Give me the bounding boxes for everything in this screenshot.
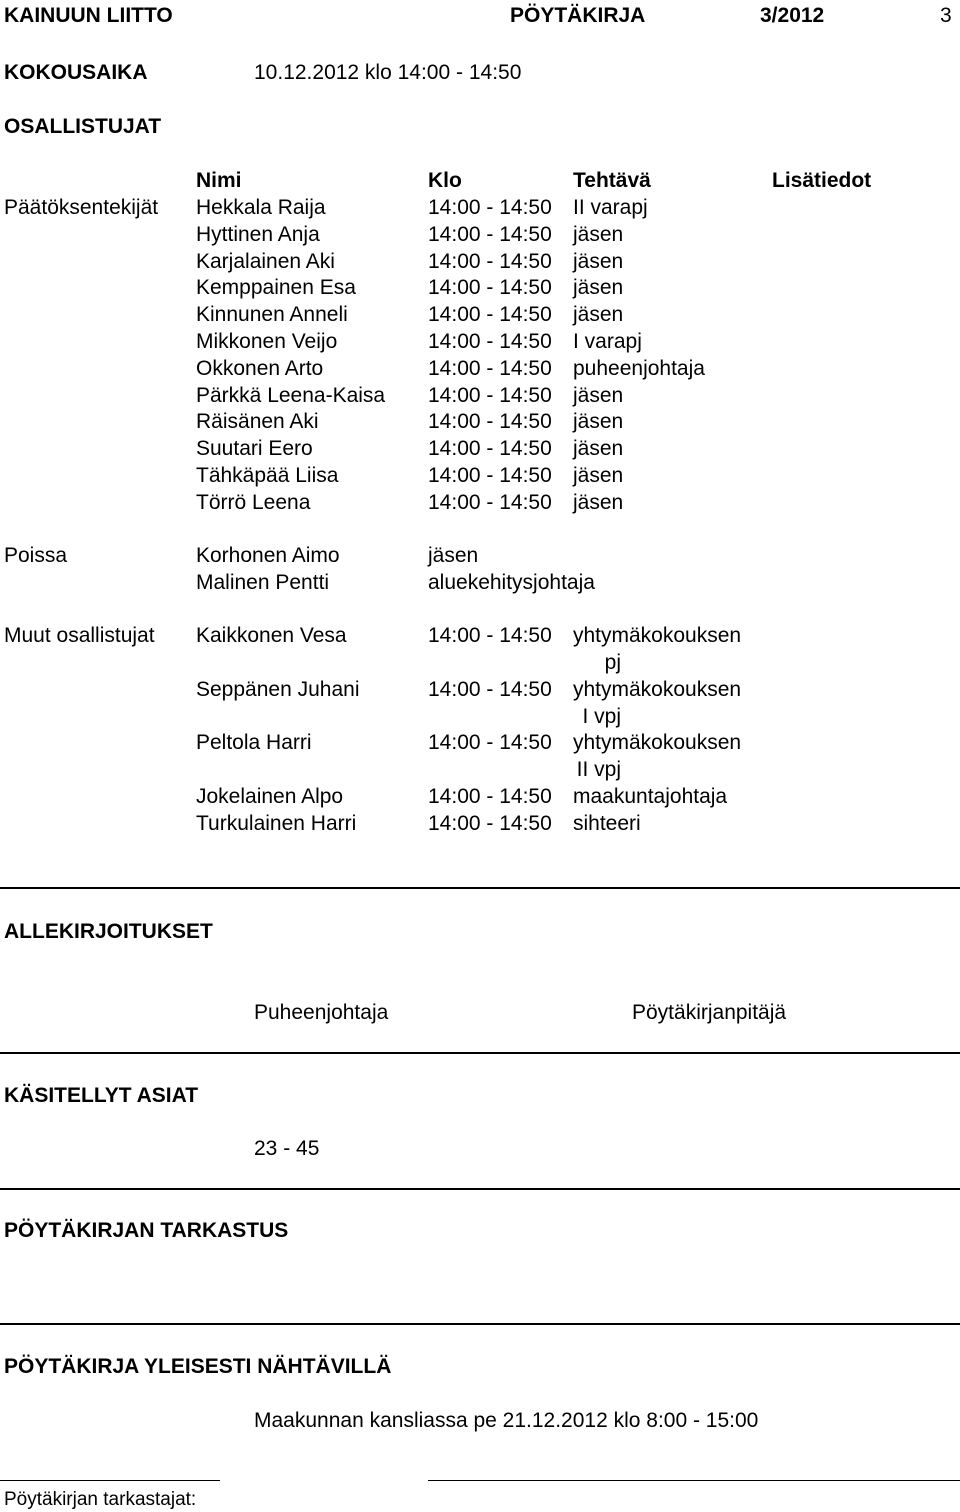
participant-name: Karjalainen Aki bbox=[196, 249, 335, 273]
others-label: Muut osallistujat bbox=[4, 624, 155, 647]
section-divider bbox=[0, 887, 960, 889]
participant-time: 14:00 - 14:50 bbox=[428, 437, 552, 461]
participant-time: 14:00 - 14:50 bbox=[428, 196, 552, 219]
other-participant-role: yhtymäkokouksen bbox=[573, 731, 742, 754]
participant-time: 14:00 - 14:50 bbox=[428, 222, 552, 246]
participant-role: I varapj bbox=[573, 330, 642, 353]
signature-secretary-label: Pöytäkirjanpitäjä bbox=[632, 1001, 787, 1024]
reviewers-label: Pöytäkirjan tarkastajat: bbox=[4, 1489, 197, 1510]
participant-time: 14:00 - 14:50 bbox=[428, 330, 552, 353]
other-participant-name: Jokelainen Alpo bbox=[196, 785, 344, 808]
signature-line bbox=[0, 1480, 220, 1481]
participant-name: Hyttinen Anja bbox=[196, 222, 320, 246]
column-header-time: Klo bbox=[428, 169, 462, 192]
participant-name: Okkonen Arto bbox=[196, 356, 324, 380]
participant-time: 14:00 - 14:50 bbox=[428, 276, 552, 300]
page-number: 3 bbox=[940, 4, 952, 27]
participant-name: Pärkkä Leena-Kaisa bbox=[196, 383, 386, 407]
participant-role: jäsen bbox=[573, 249, 624, 273]
decision-makers-label: Päätöksentekijät bbox=[4, 196, 159, 219]
other-participant-time: 14:00 - 14:50 bbox=[428, 731, 552, 754]
participant-role: jäsen bbox=[573, 490, 624, 514]
participant-role: jäsen bbox=[573, 276, 624, 300]
section-divider bbox=[0, 1052, 960, 1054]
participant-time: 14:00 - 14:50 bbox=[428, 356, 552, 380]
items-value: 23 - 45 bbox=[254, 1137, 320, 1160]
participant-role: jäsen bbox=[573, 410, 624, 434]
other-participant-role: yhtymäkokouksen bbox=[573, 624, 742, 647]
section-divider bbox=[0, 1323, 960, 1325]
participant-name: Räisänen Aki bbox=[196, 410, 319, 434]
other-participant-time: 14:00 - 14:50 bbox=[428, 678, 552, 701]
participant-time: 14:00 - 14:50 bbox=[428, 490, 552, 514]
participant-name: Kinnunen Anneli bbox=[196, 303, 348, 327]
participant-time: 14:00 - 14:50 bbox=[428, 383, 552, 407]
column-header-role: Tehtävä bbox=[573, 169, 651, 192]
other-participant-role: sihteeri bbox=[573, 812, 641, 835]
participants-title: OSALLISTUJAT bbox=[4, 115, 162, 138]
column-header-notes: Lisätiedot bbox=[772, 169, 872, 192]
items-title: KÄSITELLYT ASIAT bbox=[4, 1084, 199, 1107]
participant-name: Mikkonen Veijo bbox=[196, 330, 338, 353]
participant-name: Suutari Eero bbox=[196, 437, 313, 461]
other-participant-time: 14:00 - 14:50 bbox=[428, 624, 552, 647]
public-value: Maakunnan kansliassa pe 21.12.2012 klo 8:00 - 15:00 bbox=[254, 1409, 759, 1432]
participant-time: 14:00 - 14:50 bbox=[428, 464, 552, 487]
participant-time: 14:00 - 14:50 bbox=[428, 303, 552, 327]
participant-role: II varapj bbox=[573, 196, 648, 219]
participant-time: 14:00 - 14:50 bbox=[428, 410, 552, 434]
review-title: PÖYTÄKIRJAN TARKASTUS bbox=[4, 1219, 289, 1242]
signature-chair-label: Puheenjohtaja bbox=[254, 1001, 389, 1024]
participant-role: jäsen bbox=[573, 383, 624, 407]
column-header-name: Nimi bbox=[196, 169, 242, 192]
other-participant-time: 14:00 - 14:50 bbox=[428, 812, 552, 835]
other-participant-name: Kaikkonen Vesa bbox=[196, 624, 347, 647]
public-title: PÖYTÄKIRJA YLEISESTI NÄHTÄVILLÄ bbox=[4, 1355, 392, 1378]
meeting-time-value: 10.12.2012 klo 14:00 - 14:50 bbox=[254, 61, 522, 84]
participant-role: jäsen bbox=[573, 437, 624, 461]
document-type: PÖYTÄKIRJA bbox=[510, 4, 646, 27]
absent-role: jäsen bbox=[428, 544, 479, 567]
meeting-time-label: KOKOUSAIKA bbox=[4, 61, 148, 84]
signature-line bbox=[428, 1480, 960, 1481]
absent-label: Poissa bbox=[4, 544, 68, 567]
absent-role: aluekehitysjohtaja bbox=[428, 571, 595, 594]
participant-role: jäsen bbox=[573, 222, 624, 246]
section-divider bbox=[0, 1188, 960, 1190]
other-participant-name: Seppänen Juhani bbox=[196, 678, 360, 701]
participant-role: puheenjohtaja bbox=[573, 356, 705, 380]
participant-name: Tähkäpää Liisa bbox=[196, 464, 339, 487]
participant-role: jäsen bbox=[573, 303, 624, 327]
other-participant-name: Peltola Harri bbox=[196, 731, 312, 754]
absent-name: Korhonen Aimo bbox=[196, 544, 340, 567]
document-number: 3/2012 bbox=[760, 4, 825, 27]
other-participant-role-continued: pj bbox=[604, 651, 621, 674]
other-participant-time: 14:00 - 14:50 bbox=[428, 785, 552, 808]
org-name: KAINUUN LIITTO bbox=[4, 4, 173, 27]
participant-name: Törrö Leena bbox=[196, 490, 311, 514]
participant-role: jäsen bbox=[573, 464, 624, 487]
other-participant-name: Turkulainen Harri bbox=[196, 812, 357, 835]
participant-name: Hekkala Raija bbox=[196, 196, 326, 219]
other-participant-role-continued: II vpj bbox=[576, 758, 621, 781]
participant-time: 14:00 - 14:50 bbox=[428, 249, 552, 273]
other-participant-role: maakuntajohtaja bbox=[573, 785, 728, 808]
other-participant-role-continued: I vpj bbox=[582, 705, 621, 728]
other-participant-role: yhtymäkokouksen bbox=[573, 678, 742, 701]
absent-name: Malinen Pentti bbox=[196, 571, 330, 594]
signatures-title: ALLEKIRJOITUKSET bbox=[4, 920, 213, 943]
participant-name: Kemppainen Esa bbox=[196, 276, 356, 300]
